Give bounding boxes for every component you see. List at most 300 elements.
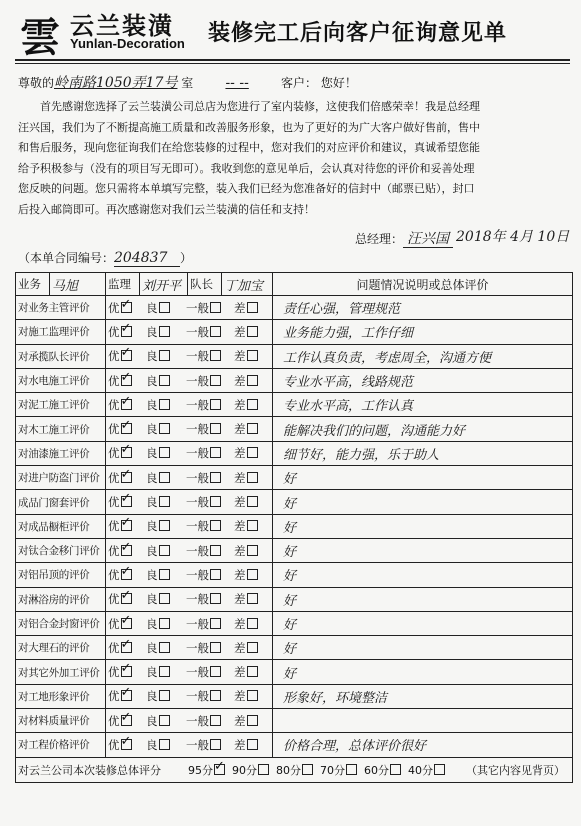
salesman-name: 马旭 <box>50 273 106 296</box>
rating-options <box>106 636 273 660</box>
rating-option[interactable] <box>108 567 146 583</box>
rating-option[interactable] <box>146 445 186 461</box>
rating-label: 良 <box>146 689 158 704</box>
checked-checkbox[interactable] <box>121 472 132 483</box>
checkbox[interactable] <box>210 496 221 507</box>
checkbox[interactable] <box>210 690 221 701</box>
checked-checkbox[interactable] <box>121 326 132 337</box>
checkbox[interactable] <box>210 520 221 531</box>
intro-line: 您反映的问题。您只需将本单填写完整，装入我们已经为您准备好的信封中（邮票已贴），封口 <box>18 182 475 195</box>
rating-option[interactable] <box>234 518 264 534</box>
checkbox[interactable] <box>390 764 401 775</box>
row-comment: 好 <box>273 636 573 660</box>
rating-option[interactable] <box>146 373 186 389</box>
row-label: 对淋浴房的评价 <box>16 587 106 611</box>
rating-option[interactable] <box>234 373 264 389</box>
rating-option[interactable] <box>146 664 186 680</box>
checkbox[interactable] <box>247 472 258 483</box>
intro-line: 首先感谢您选择了云兰装潢公司总店为您进行了室内装修，这使我们倍感荣幸！我是总经理 <box>40 100 480 113</box>
row-comment: 好 <box>273 514 573 538</box>
row-comment: 业务能力强，工作仔细 <box>273 320 573 344</box>
intro-line: 给予积极参与（没有的项目写无即可）。我收到您的意见单后，会认真对待您的评价和妥善处理 <box>18 161 475 175</box>
rating-label: 优 <box>108 324 120 339</box>
row-label: 对进户防盗门评价 <box>16 466 106 490</box>
row-label: 对铝合金封窗评价 <box>16 611 106 635</box>
rating-option[interactable] <box>146 737 186 753</box>
rating-options <box>106 611 273 635</box>
rating-options <box>106 417 273 441</box>
checkbox[interactable] <box>159 739 170 750</box>
score-label: 90分 <box>232 763 257 777</box>
checkbox[interactable] <box>247 399 258 410</box>
rating-option[interactable] <box>108 737 146 753</box>
checked-checkbox[interactable] <box>121 618 132 629</box>
checkbox[interactable] <box>159 593 170 604</box>
contract-close: ） <box>180 251 193 265</box>
rating-options <box>106 684 273 708</box>
row-comment: 价格合理，总体评价很好 <box>273 733 573 757</box>
intro-line: 和售后服务，现向您征询我们在给您装修的过程中，您对我们的对应评价和建议，真诚希望您能 <box>18 141 480 154</box>
rating-options <box>106 514 273 538</box>
rating-label: 一般 <box>186 324 209 339</box>
checked-checkbox[interactable] <box>121 399 132 410</box>
rating-label: 良 <box>146 470 158 485</box>
rating-label: 差 <box>234 495 246 510</box>
checkbox[interactable] <box>159 618 170 629</box>
checkbox[interactable] <box>210 739 221 750</box>
rating-label: 良 <box>146 324 158 339</box>
checkbox[interactable] <box>159 350 170 361</box>
total-score-label: 对云兰公司本次装修总体评分 <box>18 763 161 777</box>
rating-option[interactable] <box>146 688 186 704</box>
rating-label: 良 <box>146 567 158 582</box>
row-label: 对工程价格评价 <box>16 733 106 757</box>
rating-option[interactable] <box>234 591 264 607</box>
checkbox[interactable] <box>247 350 258 361</box>
rating-option[interactable] <box>234 397 264 413</box>
rating-option[interactable] <box>234 737 264 753</box>
address-prefix: 尊敬的 <box>18 76 55 90</box>
rating-label: 一般 <box>186 543 209 558</box>
checked-checkbox[interactable] <box>121 593 132 604</box>
checkbox[interactable] <box>247 496 258 507</box>
rating-option[interactable] <box>186 445 234 461</box>
total-score-row <box>16 757 573 782</box>
rating-option[interactable] <box>146 713 186 729</box>
rating-option[interactable] <box>186 494 234 510</box>
rating-label: 一般 <box>186 665 209 680</box>
checkbox[interactable] <box>302 764 313 775</box>
rating-label: 良 <box>146 592 158 607</box>
checked-checkbox[interactable] <box>121 496 132 507</box>
rating-label: 一般 <box>186 422 209 437</box>
rating-label: 一般 <box>186 592 209 607</box>
header-rule <box>15 59 570 61</box>
rating-option[interactable] <box>146 591 186 607</box>
rating-options <box>106 441 273 465</box>
row-comment: 好 <box>273 538 573 562</box>
rating-option[interactable] <box>108 664 146 680</box>
checked-checkbox[interactable] <box>121 447 132 458</box>
row-label: 对施工监理评价 <box>16 320 106 344</box>
rating-label: 优 <box>108 665 120 680</box>
rating-option[interactable] <box>146 348 186 364</box>
supervisor-label: 监理 <box>106 273 140 296</box>
checkbox[interactable] <box>210 715 221 726</box>
rating-label: 一般 <box>186 640 209 655</box>
checkbox[interactable] <box>210 642 221 653</box>
rating-options <box>106 296 273 320</box>
rating-option[interactable] <box>186 616 234 632</box>
rating-option[interactable] <box>186 324 234 340</box>
rating-option[interactable] <box>146 567 186 583</box>
rating-option[interactable] <box>108 373 146 389</box>
rating-option[interactable] <box>234 324 264 340</box>
row-label: 对成品橱柜评价 <box>16 514 106 538</box>
row-label: 对其它外加工评价 <box>16 660 106 684</box>
score-option[interactable] <box>408 762 452 778</box>
rating-option[interactable] <box>186 348 234 364</box>
checkbox[interactable] <box>159 399 170 410</box>
table-row <box>16 660 573 684</box>
rating-option[interactable] <box>146 518 186 534</box>
rating-options <box>106 320 273 344</box>
checkbox[interactable] <box>159 569 170 580</box>
address-line <box>18 72 357 92</box>
checked-checkbox[interactable] <box>121 666 132 677</box>
checkbox[interactable] <box>210 593 221 604</box>
rating-options <box>106 587 273 611</box>
rating-label: 差 <box>234 324 246 339</box>
score-option[interactable] <box>232 762 276 778</box>
rating-label: 一般 <box>186 300 209 315</box>
row-label: 对泥工施工评价 <box>16 393 106 417</box>
rating-option[interactable] <box>108 421 146 437</box>
rating-option[interactable] <box>186 737 234 753</box>
table-row <box>16 636 573 660</box>
checked-checkbox[interactable] <box>121 520 132 531</box>
rating-label: 优 <box>108 495 120 510</box>
row-label: 对钛合金移门评价 <box>16 538 106 562</box>
rating-label: 良 <box>146 422 158 437</box>
rating-option[interactable] <box>146 300 186 316</box>
checkbox[interactable] <box>159 545 170 556</box>
row-comment: 专业水平高，线路规范 <box>273 368 573 392</box>
table-row <box>16 709 573 733</box>
rating-option[interactable] <box>108 543 146 559</box>
signature-date: 2018年 4月 10日 <box>456 229 570 245</box>
supervisor-name: 刘开平 <box>140 273 188 296</box>
checkbox[interactable] <box>210 326 221 337</box>
rating-label: 差 <box>234 592 246 607</box>
rating-label: 良 <box>146 397 158 412</box>
checkbox[interactable] <box>247 739 258 750</box>
rating-option[interactable] <box>108 616 146 632</box>
checkbox[interactable] <box>247 423 258 434</box>
row-comment: 工作认真负责，考虑周全，沟通方便 <box>273 344 573 368</box>
rating-option[interactable] <box>186 421 234 437</box>
rating-option[interactable] <box>234 543 264 559</box>
checked-checkbox[interactable] <box>121 642 132 653</box>
checked-checkbox[interactable] <box>121 350 132 361</box>
rating-option[interactable] <box>186 543 234 559</box>
evaluation-table <box>15 272 573 783</box>
rating-label: 一般 <box>186 470 209 485</box>
checkbox[interactable] <box>247 690 258 701</box>
document-title: 装修完工后向客户征询意见单 <box>208 21 508 46</box>
score-label: 70分 <box>320 763 345 777</box>
row-comment: 好 <box>273 611 573 635</box>
rating-option[interactable] <box>108 713 146 729</box>
rating-option[interactable] <box>108 518 146 534</box>
checkbox[interactable] <box>159 447 170 458</box>
rating-label: 差 <box>234 373 246 388</box>
table-row <box>16 296 573 320</box>
rating-option[interactable] <box>234 640 264 656</box>
rating-option[interactable] <box>186 567 234 583</box>
rating-option[interactable] <box>234 494 264 510</box>
rating-option[interactable] <box>186 640 234 656</box>
row-label: 对大理石的评价 <box>16 636 106 660</box>
rating-options <box>106 733 273 757</box>
checkbox[interactable] <box>159 375 170 386</box>
checkbox[interactable] <box>247 545 258 556</box>
checked-checkbox[interactable] <box>121 545 132 556</box>
rating-option[interactable] <box>186 688 234 704</box>
checkbox[interactable] <box>247 520 258 531</box>
checkbox[interactable] <box>210 375 221 386</box>
checkbox[interactable] <box>434 764 445 775</box>
rating-option[interactable] <box>146 543 186 559</box>
row-label: 对铝吊顶的评价 <box>16 563 106 587</box>
rating-label: 一般 <box>186 495 209 510</box>
rating-option[interactable] <box>146 421 186 437</box>
rating-label: 良 <box>146 713 158 728</box>
checkbox[interactable] <box>247 302 258 313</box>
rating-label: 一般 <box>186 737 209 752</box>
table-row <box>16 344 573 368</box>
checkbox[interactable] <box>247 593 258 604</box>
rating-label: 差 <box>234 567 246 582</box>
rating-label: 一般 <box>186 616 209 631</box>
rating-option[interactable] <box>186 397 234 413</box>
checkbox[interactable] <box>210 423 221 434</box>
row-label: 对水电施工评价 <box>16 368 106 392</box>
rating-label: 优 <box>108 713 120 728</box>
checkbox[interactable] <box>159 642 170 653</box>
score-option[interactable] <box>320 762 364 778</box>
rating-option[interactable] <box>108 688 146 704</box>
row-comment: 好 <box>273 587 573 611</box>
checkbox[interactable] <box>247 326 258 337</box>
rating-label: 优 <box>108 543 120 558</box>
rating-option[interactable] <box>108 324 146 340</box>
rating-label: 优 <box>108 737 120 752</box>
rating-options <box>106 563 273 587</box>
checkbox[interactable] <box>159 423 170 434</box>
table-row <box>16 441 573 465</box>
rating-option[interactable] <box>146 640 186 656</box>
rating-label: 优 <box>108 616 120 631</box>
rating-label: 良 <box>146 616 158 631</box>
manager-label: 总经理： <box>355 232 404 246</box>
checkbox[interactable] <box>210 399 221 410</box>
table-row <box>16 684 573 708</box>
rating-option[interactable] <box>234 470 264 486</box>
rating-options <box>106 393 273 417</box>
checkbox[interactable] <box>210 666 221 677</box>
header <box>0 0 581 60</box>
checkbox[interactable] <box>247 569 258 580</box>
rating-option[interactable] <box>186 373 234 389</box>
foreman-name: 丁加宝 <box>222 273 273 296</box>
table-row <box>16 490 573 514</box>
rating-option[interactable] <box>234 616 264 632</box>
checkbox[interactable] <box>247 642 258 653</box>
rating-label: 优 <box>108 689 120 704</box>
rating-option[interactable] <box>234 445 264 461</box>
rating-option[interactable] <box>146 616 186 632</box>
rating-option[interactable] <box>108 445 146 461</box>
rating-option[interactable] <box>234 713 264 729</box>
rating-option[interactable] <box>108 494 146 510</box>
table-row <box>16 466 573 490</box>
checkbox[interactable] <box>210 472 221 483</box>
checked-checkbox[interactable] <box>121 423 132 434</box>
rating-label: 良 <box>146 640 158 655</box>
rating-option[interactable] <box>146 470 186 486</box>
rating-label: 一般 <box>186 373 209 388</box>
table-row <box>16 514 573 538</box>
checkbox[interactable] <box>210 545 221 556</box>
foreman-label: 队长 <box>188 273 222 296</box>
rating-option[interactable] <box>108 640 146 656</box>
rating-option[interactable] <box>108 591 146 607</box>
rating-label: 差 <box>234 422 246 437</box>
checkbox[interactable] <box>159 520 170 531</box>
rating-label: 差 <box>234 470 246 485</box>
rating-option[interactable] <box>146 324 186 340</box>
checked-checkbox[interactable] <box>121 569 132 580</box>
rating-label: 优 <box>108 373 120 388</box>
rating-option[interactable] <box>146 397 186 413</box>
checkbox[interactable] <box>247 618 258 629</box>
row-comment: 责任心强，管理规范 <box>273 296 573 320</box>
checkbox[interactable] <box>159 326 170 337</box>
checkbox[interactable] <box>258 764 269 775</box>
rating-option[interactable] <box>234 688 264 704</box>
checkbox[interactable] <box>210 618 221 629</box>
checkbox[interactable] <box>159 472 170 483</box>
rating-label: 良 <box>146 446 158 461</box>
checked-checkbox[interactable] <box>121 375 132 386</box>
checked-checkbox[interactable] <box>121 690 132 701</box>
rating-option[interactable] <box>108 397 146 413</box>
checkbox[interactable] <box>247 666 258 677</box>
rating-option[interactable] <box>186 664 234 680</box>
rating-option[interactable] <box>146 494 186 510</box>
rating-option[interactable] <box>234 567 264 583</box>
checkbox[interactable] <box>159 715 170 726</box>
checkbox[interactable] <box>159 496 170 507</box>
checkbox[interactable] <box>247 447 258 458</box>
greeting: 您好！ <box>320 76 357 90</box>
rating-option[interactable] <box>234 300 264 316</box>
table-row <box>16 393 573 417</box>
rating-option[interactable] <box>108 300 146 316</box>
rating-option[interactable] <box>186 300 234 316</box>
score-label: 95分 <box>188 763 213 777</box>
score-option[interactable] <box>276 762 320 778</box>
rating-label: 优 <box>108 567 120 582</box>
score-option[interactable] <box>364 762 408 778</box>
rating-options <box>106 368 273 392</box>
checked-checkbox[interactable] <box>121 302 132 313</box>
contract-label: （本单合同编号： <box>18 251 115 265</box>
rating-label: 差 <box>234 300 246 315</box>
row-comment: 细节好，能力强，乐于助人 <box>273 441 573 465</box>
rating-options <box>106 660 273 684</box>
row-label: 对承揽队长评价 <box>16 344 106 368</box>
row-label: 对材料质量评价 <box>16 709 106 733</box>
checkbox[interactable] <box>210 569 221 580</box>
intro-line: 后投入邮筒即可。再次感谢您对我们云兰装潢的信任和支持！ <box>18 202 315 216</box>
checkbox[interactable] <box>247 375 258 386</box>
table-header-row <box>16 273 573 296</box>
checkbox[interactable] <box>346 764 357 775</box>
rating-option[interactable] <box>108 348 146 364</box>
score-label: 40分 <box>408 763 433 777</box>
checked-checkbox[interactable] <box>121 739 132 750</box>
rating-option[interactable] <box>234 664 264 680</box>
rating-option[interactable] <box>108 470 146 486</box>
rating-label: 优 <box>108 397 120 412</box>
checkbox[interactable] <box>247 715 258 726</box>
rating-label: 差 <box>234 543 246 558</box>
checkbox[interactable] <box>210 447 221 458</box>
score-label: 60分 <box>364 763 389 777</box>
back-page-note: （其它内容见背页） <box>466 763 565 777</box>
intro-paragraph <box>18 97 566 220</box>
checkbox[interactable] <box>210 302 221 313</box>
rating-option[interactable] <box>234 421 264 437</box>
rating-option[interactable] <box>186 470 234 486</box>
rating-label: 良 <box>146 737 158 752</box>
score-option[interactable] <box>188 762 232 778</box>
rating-option[interactable] <box>186 591 234 607</box>
checkbox[interactable] <box>159 690 170 701</box>
score-label: 80分 <box>276 763 301 777</box>
table-row <box>16 368 573 392</box>
rating-option[interactable] <box>186 518 234 534</box>
rating-label: 差 <box>234 689 246 704</box>
rating-label: 优 <box>108 300 120 315</box>
room-value: -- -- <box>225 75 249 91</box>
rating-label: 优 <box>108 422 120 437</box>
checkbox[interactable] <box>159 302 170 313</box>
table-row <box>16 611 573 635</box>
checkbox[interactable] <box>159 666 170 677</box>
checked-checkbox[interactable] <box>121 715 132 726</box>
row-comment: 专业水平高，工作认真 <box>273 393 573 417</box>
rating-option[interactable] <box>234 348 264 364</box>
rating-options <box>106 490 273 514</box>
rating-label: 良 <box>146 495 158 510</box>
rating-option[interactable] <box>186 713 234 729</box>
checkbox[interactable] <box>210 350 221 361</box>
company-logo-glyph: 雲 <box>20 14 60 61</box>
checked-checkbox[interactable] <box>214 764 225 775</box>
